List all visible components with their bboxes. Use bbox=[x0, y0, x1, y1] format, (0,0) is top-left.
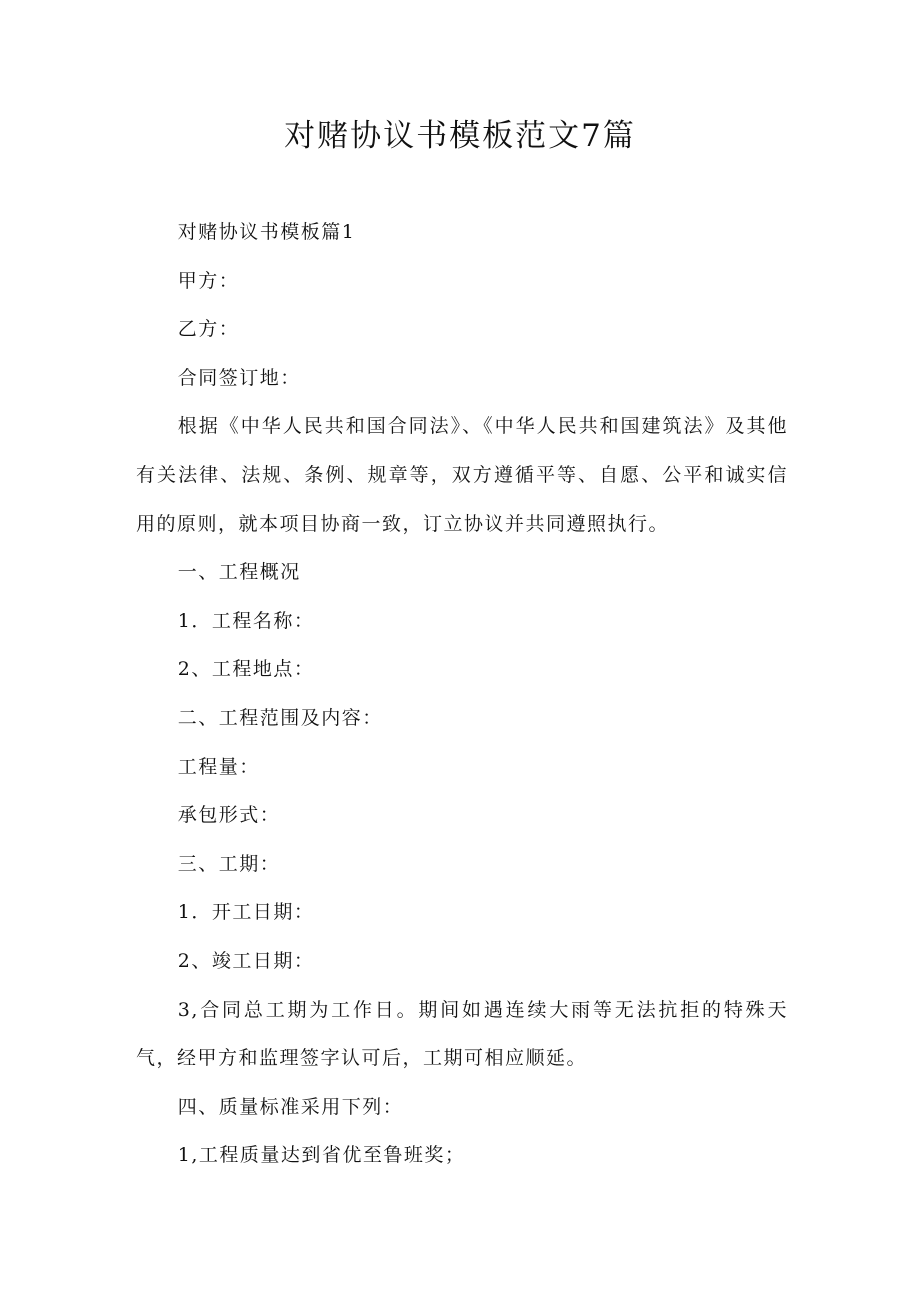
quantity-line: 工程量： bbox=[177, 755, 260, 778]
total-duration-paragraph: 3,合同总工期为工作日。期间如遇连续大雨等无法抗拒的特殊天气，经甲方和监理签字认可后，工期可相应顺延。 bbox=[136, 998, 788, 1070]
project-location-line: 2、工程地点： bbox=[177, 658, 315, 681]
signing-place-line: 合同签订地： bbox=[177, 366, 301, 389]
party-b-line: 乙方： bbox=[177, 318, 240, 341]
project-name-line: 1．工程名称： bbox=[177, 609, 315, 632]
start-date-line: 1．开工日期： bbox=[177, 901, 315, 924]
document-body bbox=[136, 208, 788, 1180]
party-a-line: 甲方： bbox=[177, 269, 240, 292]
section-heading-template-1: 对赌协议书模板篇1 bbox=[177, 221, 356, 243]
contract-form-line: 承包形式： bbox=[177, 804, 281, 827]
section-schedule: 三、工期： bbox=[177, 852, 281, 875]
quality-target-line: 1,工程质量达到省优至鲁班奖； bbox=[177, 1144, 466, 1167]
completion-date-line: 2、竣工日期： bbox=[177, 949, 315, 972]
document-title: 对赌协议书模板范文7篇 bbox=[284, 118, 636, 154]
legal-basis-paragraph: 根据《中华人民共和国合同法》、《中华人民共和国建筑法》及其他有关法律、法规、条例、规章等，双方遵循平等、自愿、公平和诚实信用的原则，就本项目协商一致，订立协议并共同遵照执行。 bbox=[136, 415, 788, 535]
section-project-overview: 一、工程概况 bbox=[177, 561, 301, 584]
section-quality-standard: 四、质量标准采用下列： bbox=[177, 1095, 404, 1118]
section-scope-content: 二、工程范围及内容： bbox=[177, 706, 383, 729]
